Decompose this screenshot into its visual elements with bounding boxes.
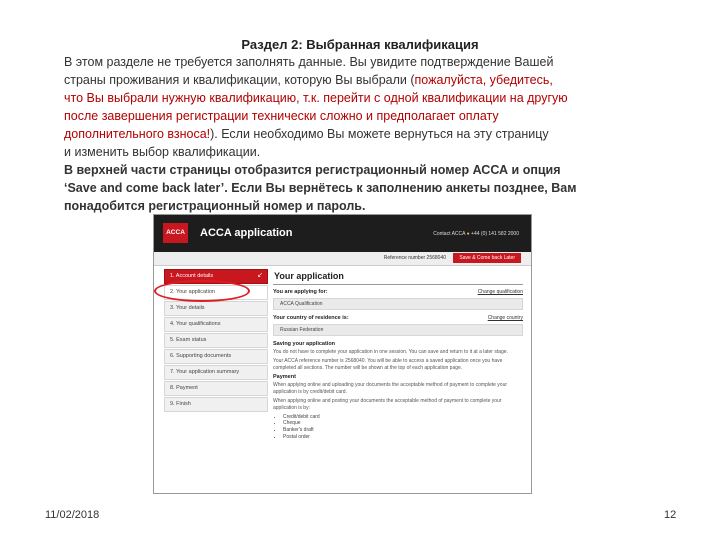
- acca-logo[interactable]: ACCA: [163, 223, 188, 243]
- nav-item-finish[interactable]: 9. Finish: [164, 397, 268, 412]
- save-and-come-back-button[interactable]: Save & Come back Later: [453, 253, 521, 263]
- divider: [273, 284, 523, 285]
- app-title: ACCA application: [200, 227, 293, 239]
- intro-text: [64, 53, 624, 215]
- payment-text: When applying online and posting your documents the acceptable method of payment to complete your application is by:: [273, 397, 502, 411]
- country-row: [273, 315, 523, 321]
- content-title: Your application: [274, 271, 344, 281]
- intro-text-part: ). Если необходимо Вы можете вернуться на эту страницу: [210, 127, 549, 141]
- payment-label: Payment: [273, 374, 296, 381]
- nav-item-account-details[interactable]: 1. Account details ↙: [164, 269, 268, 284]
- nav-item-supporting-documents[interactable]: 6. Supporting documents: [164, 349, 268, 364]
- bold-line: В верхней части страницы отобразится регистрационный номер АССА и опция: [64, 163, 561, 177]
- nav-item-your-details[interactable]: 3. Your details: [164, 301, 268, 316]
- bold-line: понадобится регистрационный номер и пароль.: [64, 199, 366, 213]
- list-item: • Credit/debit card: [283, 414, 523, 421]
- acca-application-screenshot: [153, 214, 532, 494]
- intro-warning-line: что Вы выбрали нужную квалификацию, т.к. перейти с одной квалификации на другую: [64, 91, 568, 105]
- saving-heading: [273, 341, 523, 347]
- contact-phone: +44 (0) 141 582 2000: [471, 231, 519, 237]
- list-item: • Banker's draft: [283, 427, 523, 434]
- nav-item-payment[interactable]: 8. Payment: [164, 381, 268, 396]
- nav-item-your-application[interactable]: 2. Your application: [164, 285, 268, 300]
- intro-text-part: страны проживания и квалификации, которую Вы выбрали (: [64, 73, 415, 87]
- reference-text: Your ACCA reference number is 2568040. You will be able to access a saved application once you have completed all sections. The number will be shown at the top of each application page.: [273, 357, 503, 371]
- nav-item-your-qualifications[interactable]: 4. Your qualifications: [164, 317, 268, 332]
- reference-bar: [154, 252, 531, 266]
- change-country-link[interactable]: Change country: [487, 315, 523, 321]
- change-qualification-link[interactable]: Change qualification: [477, 289, 523, 295]
- nav-item-exam-status[interactable]: 5. Exam status: [164, 333, 268, 348]
- intro-warning-line: после завершения регистрации технически сложно и предполагает оплату: [64, 109, 499, 123]
- intro-line: [64, 125, 624, 143]
- applying-for-label: You are applying for:: [273, 289, 328, 295]
- intro-warning: пожалуйста, убедитесь,: [414, 73, 553, 87]
- highlight-circle: [154, 280, 250, 302]
- country-label: Your country of residence is:: [273, 315, 349, 321]
- reference-number: Reference number 2568040: [383, 255, 446, 261]
- nav-item-application-summary[interactable]: 7. Your application summary: [164, 365, 268, 380]
- intro-line: [64, 71, 624, 89]
- slide-date: 11/02/2018: [45, 509, 100, 521]
- list-item: • Postal order: [283, 434, 523, 441]
- contact-label[interactable]: Contact ACCA: [433, 231, 466, 237]
- bold-line: ‘Save and come back later’. Если Вы вернётесь к заполнению анкеты позднее, Вам: [64, 181, 577, 195]
- slide-title: Раздел 2: Выбранная квалификация: [241, 37, 479, 52]
- phone-icon: ●: [466, 231, 470, 237]
- country-value: Russian Federation: [273, 324, 523, 336]
- intro-warning: дополнительного взноса!: [64, 127, 211, 141]
- intro-line: и изменить выбор квалификации.: [64, 145, 261, 159]
- app-header: [154, 215, 531, 252]
- application-content: [273, 269, 523, 441]
- contact-info: [433, 231, 519, 237]
- slide-page-number: 12: [664, 509, 677, 521]
- payment-methods-list: [273, 414, 523, 441]
- saving-label: Saving your application: [273, 341, 336, 347]
- intro-line: В этом разделе не требуется заполнять данные. Вы увидите подтверждение Вашей: [64, 55, 554, 69]
- list-item: • Cheque: [283, 420, 523, 427]
- payment-text: When applying online and uploading your documents the acceptable method of payment to complete your application is by credit/debit card.: [273, 382, 508, 396]
- saving-text: You do not have to complete your application in one session. You can save and return to it at a later stage.: [273, 349, 508, 355]
- payment-heading: [273, 374, 523, 380]
- applying-for-row: [273, 289, 523, 295]
- applying-for-value: ACCA Qualification: [273, 298, 523, 310]
